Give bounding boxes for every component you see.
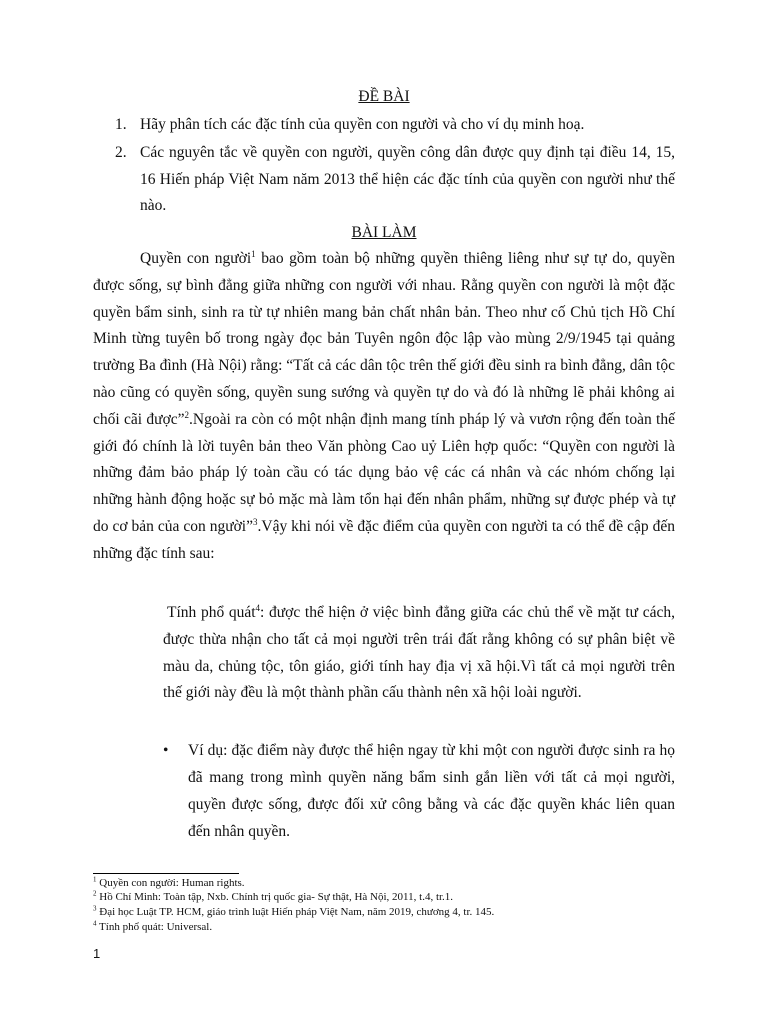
footnote-ref: 3 xyxy=(253,516,258,527)
footnote-text: Tính phổ quát: Universal. xyxy=(96,921,213,933)
footnote-text: Hồ Chí Minh: Toàn tập, Nxb. Chính trị quốc gia- Sự thật, Hà Nội, 2011, t.4, tr.1. xyxy=(96,891,454,903)
universality-term: Tính phổ quát xyxy=(167,604,256,621)
footnote-separator xyxy=(93,873,239,874)
footnote-ref: 2 xyxy=(184,409,190,420)
footnote-number: 4 xyxy=(93,919,97,928)
footnote-number: 1 xyxy=(93,875,97,884)
universality-paragraph xyxy=(163,600,675,707)
footnote xyxy=(93,906,494,919)
footnote xyxy=(93,891,453,904)
intro-text: Quyền con người xyxy=(140,250,252,267)
intro-text: .Vậy khi nói về đặc điểm của quyền con người ta có thể đề cập đến những đặc tính sau: xyxy=(93,517,675,562)
intro-paragraph xyxy=(93,246,675,568)
footnote-ref: 4 xyxy=(255,602,261,613)
bullet-icon: • xyxy=(163,742,169,759)
example-text: Ví dụ: đặc điểm này được thể hiện ngay từ khi một con người được sinh ra họ đã mang trong mình quyền năng bẩm sinh gắn liền với tất cả mọi người, quyền được sống, được đối xử công bằng và các đặc quyền khác liên quan đến nhân quyền. xyxy=(188,742,675,840)
footnote-number: 3 xyxy=(93,904,97,913)
question-number: 1. xyxy=(115,116,127,133)
intro-text: .Ngoài ra còn có một nhận định mang tính pháp lý và vươn rộng đến toàn thế giới đó chính là lời tuyên bản theo Văn phòng Cao uỷ Liên hợp quốc: “Quyền con người là những đảm bảo pháp lý toàn cầu có tác dụng bảo vệ các cá nhân và các nhóm chống lại những hành động hoặc sự bỏ mặc mà làm tổn hại đến nhân phẩm, những sự được phép và tự do cơ bản của con người” xyxy=(93,410,675,535)
footnote-text: Quyền con người: Human rights. xyxy=(96,877,245,889)
question-number: 2. xyxy=(115,144,127,161)
footnote xyxy=(93,877,245,890)
universality-text: : được thể hiện ở việc bình đẳng giữa các chủ thể về mặt tư cách, được thừa nhận cho tất cả mọi người trên trái đất rằng không có sự phân biệt về màu da, chủng tộc, tôn giáo, giới tính hay địa vị xã hội.Vì tất cả mọi người trên thế giới này đều là một thành phần cấu thành nên xã hội loài người. xyxy=(163,604,675,702)
intro-text: bao gồm toàn bộ những quyền thiêng liêng như sự tự do, quyền được sống, sự bình đẳng giữa những con người với nhau. Rằng quyền con người là một đặc quyền bẩm sinh, sinh ra từ tự nhiên mang bản chất nhân bản. Theo như cố Chủ tịch Hồ Chí Minh từng tuyên bố trong ngày đọc bản Tuyên ngôn độc lập vào mùng 2/9/1945 tại quảng trường Ba đình (Hà Nội) rằng: “Tất cả các dân tộc trên thế giới đều sinh ra bình đẳng, dân tộc nào cũng có quyền sống, quyền sung sướng và quyền tự do và đó là những lẽ phải không ai chối cãi được” xyxy=(93,250,675,428)
footnote-number: 2 xyxy=(93,889,97,898)
footnote-text: Đại học Luật TP. HCM, giáo trình luật Hiến pháp Việt Nam, năm 2019, chương 4, tr. 145. xyxy=(96,906,495,918)
footnote xyxy=(93,921,212,934)
answer-title: BÀI LÀM xyxy=(351,224,417,241)
question-text: Hãy phân tích các đặc tính của quyền con người và cho ví dụ minh hoạ. xyxy=(140,116,585,133)
question-text: Các nguyên tắc về quyền con người, quyền công dân được quy định tại điều 14, 15, 16 Hiến pháp Việt Nam năm 2013 thể hiện các đặc tính của quyền con người như thế nào. xyxy=(140,144,675,214)
footnote-ref: 1 xyxy=(251,248,256,259)
assignment-title: ĐỀ BÀI xyxy=(358,88,410,105)
page-number: 1 xyxy=(93,946,101,961)
